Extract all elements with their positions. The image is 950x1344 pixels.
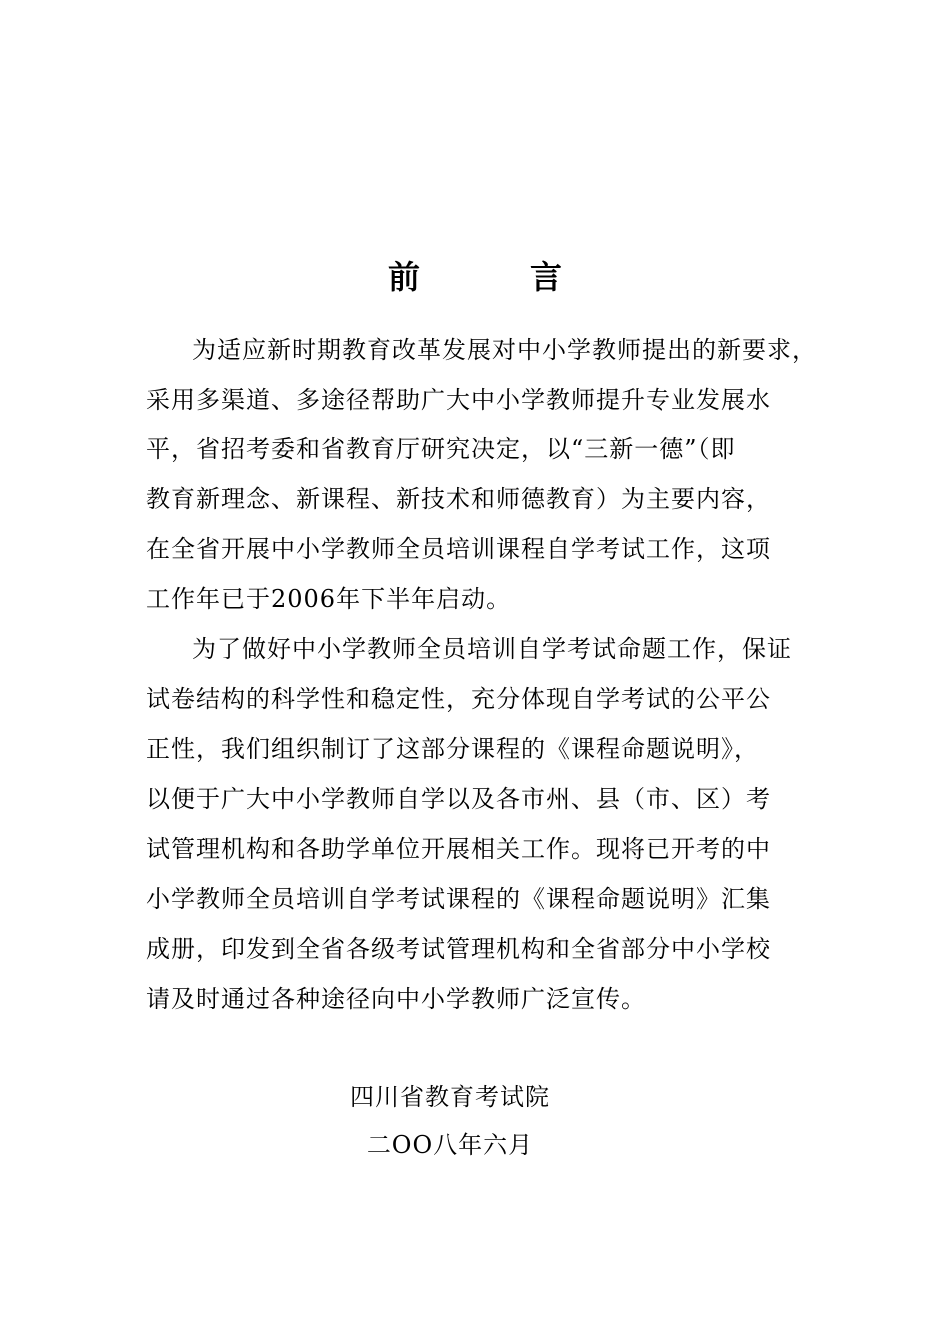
page-title — [0, 252, 950, 302]
paragraph-1-line-6: 工作年已于2006年下半年启动。 — [146, 585, 512, 613]
signature-organization: 四川省教育考试院 — [350, 1083, 550, 1111]
paragraph-2-line-8: 请及时通过各种途径向中小学教师广泛宣传。 — [146, 985, 646, 1013]
paragraph-2-line-5: 试管理机构和各助学单位开展相关工作。现将已开考的中 — [146, 835, 771, 863]
title-char-2: 言 — [530, 258, 563, 296]
paragraph-2-line-1: 为了做好中小学教师全员培训自学考试命题工作，保证 — [192, 635, 792, 663]
title-char-1: 前 — [387, 258, 420, 296]
paragraph-2-line-7: 成册，印发到全省各级考试管理机构和全省部分中小学校 — [146, 935, 771, 963]
paragraph-1-line-2: 采用多渠道、多途径帮助广大中小学教师提升专业发展水 — [146, 386, 771, 414]
paragraph-2-line-4: 以便于广大中小学教师自学以及各市州、县（市、区）考 — [146, 785, 771, 813]
paragraph-1-line-5: 在全省开展中小学教师全员培训课程自学考试工作，这项 — [146, 535, 771, 563]
paragraph-2-line-2: 试卷结构的科学性和稳定性，充分体现自学考试的公平公 — [146, 685, 771, 713]
paragraph-2-line-6: 小学教师全员培训自学考试课程的《课程命题说明》汇集 — [146, 885, 771, 913]
signature-date: 二OO八年六月 — [366, 1131, 534, 1159]
paragraph-2-line-3: 正性，我们组织制订了这部分课程的《课程命题说明》， — [146, 735, 759, 763]
paragraph-1-line-1: 为适应新时期教育改革发展对中小学教师提出的新要求， — [192, 336, 817, 364]
paragraph-1-line-3: 平，省招考委和省教育厅研究决定，以“三新一德”（即 — [146, 435, 736, 463]
paragraph-1-line-4: 教育新理念、新课程、新技术和师德教育）为主要内容， — [146, 485, 771, 513]
